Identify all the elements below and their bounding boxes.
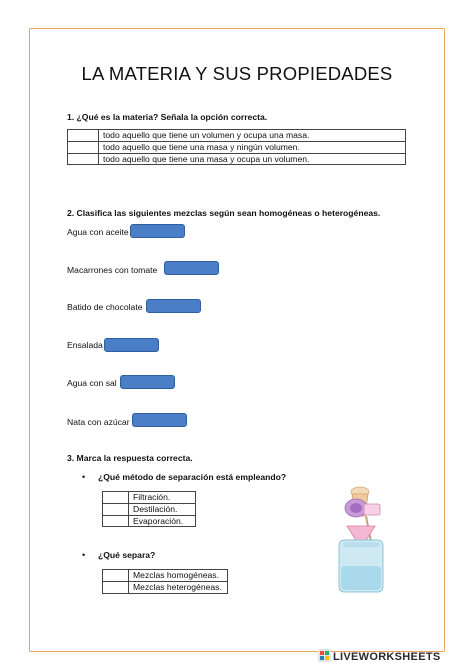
method-option-row[interactable] <box>103 503 196 515</box>
liveworksheets-logo-icon <box>318 649 331 662</box>
footer-brand-text: LIVEWORKSHEETS <box>333 651 441 663</box>
method-option-row[interactable] <box>103 492 196 504</box>
mixture-option-row[interactable] <box>103 581 228 593</box>
method-option-checkbox[interactable] <box>103 503 129 515</box>
answer-dropzone[interactable] <box>130 224 185 238</box>
method-option-text: Evaporación. <box>129 515 196 527</box>
q1-option-row[interactable] <box>68 141 406 153</box>
question-1: 1. ¿Qué es la materia? Señala la opción correcta. <box>67 112 268 122</box>
q1-option-text: todo aquello que tiene un volumen y ocupa una masa. <box>99 130 406 142</box>
method-option-row[interactable] <box>103 515 196 527</box>
answer-dropzone[interactable] <box>164 261 219 275</box>
mixture-label: Batido de chocolate <box>67 302 143 312</box>
subquestion-separates: ¿Qué separa? <box>98 550 156 560</box>
mixture-option-text: Mezclas heterogéneas. <box>129 581 228 593</box>
answer-dropzone[interactable] <box>104 338 159 352</box>
method-option-checkbox[interactable] <box>103 515 129 527</box>
filtration-illustration <box>325 482 393 594</box>
mixture-options-table <box>102 569 228 594</box>
q1-option-checkbox[interactable] <box>68 153 99 165</box>
q1-option-text: todo aquello que tiene una masa y ocupa un volumen. <box>99 153 406 165</box>
q1-option-text: todo aquello que tiene una masa y ningún volumen. <box>99 141 406 153</box>
mixture-label: Nata con azúcar <box>67 417 130 427</box>
mixture-option-checkbox[interactable] <box>103 570 129 582</box>
method-option-checkbox[interactable] <box>103 492 129 504</box>
mixture-label: Agua con sal <box>67 378 117 388</box>
mixture-option-row[interactable] <box>103 570 228 582</box>
footer-brand <box>318 649 468 664</box>
mixture-label: Ensalada <box>67 340 103 350</box>
subquestion-method: ¿Qué método de separación está empleando? <box>98 472 287 482</box>
method-options-table <box>102 491 196 527</box>
q1-option-checkbox[interactable] <box>68 141 99 153</box>
q1-option-row[interactable] <box>68 153 406 165</box>
question-2: 2. Clasifica las siguientes mezclas según sean homogéneas o heterogéneas. <box>67 208 381 218</box>
q1-options-table <box>67 129 406 165</box>
answer-dropzone[interactable] <box>132 413 187 427</box>
q1-option-checkbox[interactable] <box>68 130 99 142</box>
mixture-label: Macarrones con tomate <box>67 265 158 275</box>
mixture-label: Agua con aceite <box>67 227 129 237</box>
page-title: LA MATERIA Y SUS PROPIEDADES <box>81 63 393 84</box>
method-option-text: Destilación. <box>129 503 196 515</box>
bullet-icon: • <box>82 472 86 482</box>
method-option-text: Filtración. <box>129 492 196 504</box>
bullet-icon: • <box>82 550 86 560</box>
q1-option-row[interactable] <box>68 130 406 142</box>
answer-dropzone[interactable] <box>146 299 201 313</box>
question-3: 3. Marca la respuesta correcta. <box>67 453 193 463</box>
mixture-option-text: Mezclas homogéneas. <box>129 570 228 582</box>
answer-dropzone[interactable] <box>120 375 175 389</box>
mixture-option-checkbox[interactable] <box>103 581 129 593</box>
